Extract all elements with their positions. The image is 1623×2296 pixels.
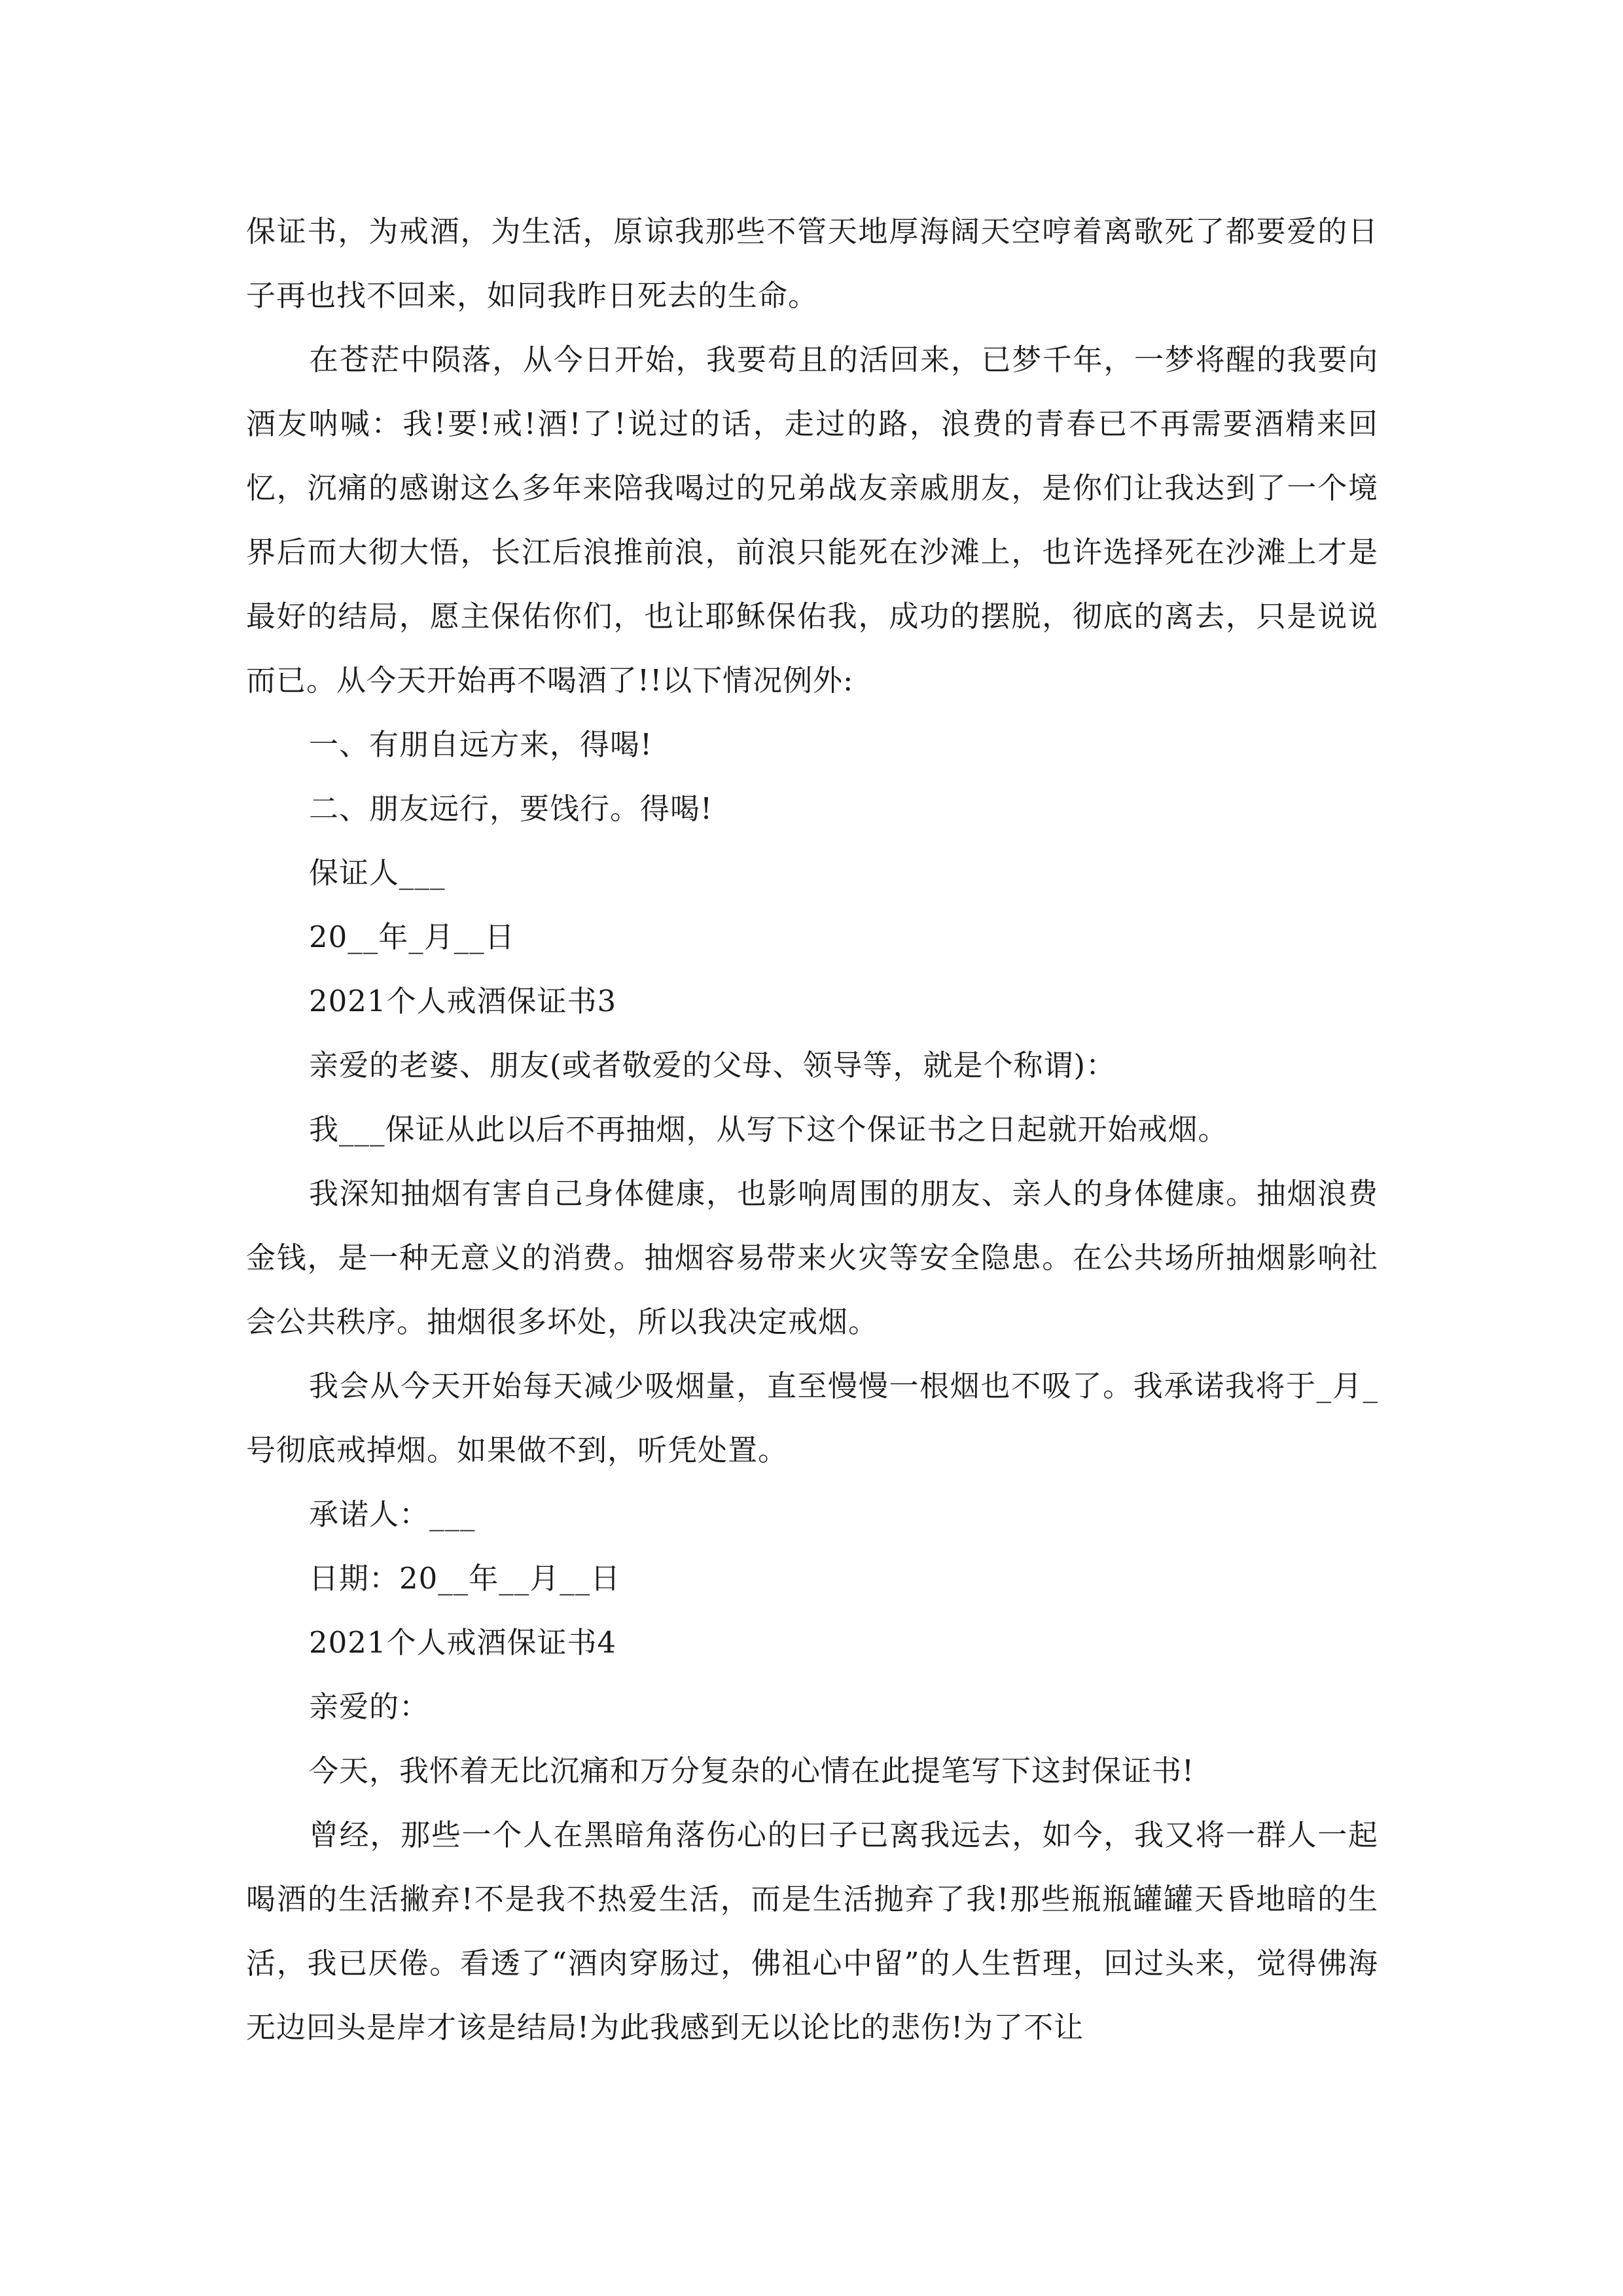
salutation-3: 亲爱的老婆、朋友(或者敬爱的父母、领导等，就是个称谓)：: [309, 1048, 1116, 1083]
paragraph-smoking-harms: 我深知抽烟有害自己身体健康，也影响周围的朋友、亲人的身体健康。抽烟浪费金钱，是一种无意义的消费。抽烟容易带来火灾等安全隐患。在公共场所抽烟影响社会公共秩序。抽烟很多坏处，所以我决定戒烟。: [246, 1176, 1378, 1339]
paragraph-continuation: 保证书，为戒酒，为生活，原谅我那些不管天地厚海阔天空哼着离歌死了都要爱的日子再也找不回来，如同我昨日死去的生命。: [246, 214, 1378, 313]
exception-item-2: 二、朋友远行，要饯行。得喝!: [309, 791, 713, 826]
paragraph-quit-drinking-declaration: 在苍茫中陨落，从今日开始，我要苟且的活回来，已梦千年，一梦将醒的我要向酒友呐喊：我!要!戒!酒!了!说过的话，走过的路，浪费的青春已不再需要酒精来回忆，沉痛的感谢这么多年来陪我喝过的兄弟战友亲戚朋友，是你们让我达到了一个境界后而大彻大悟，长江后浪推前浪，前浪只能死在沙滩上，也许选择死在沙滩上才是最好的结局，愿主保佑你们，也让耶稣保佑我，成功的摆脱，彻底的离去，只是说说而已。从今天开始再不喝酒了!!以下情况例外:: [246, 342, 1378, 698]
salutation-4: 亲爱的：: [309, 1689, 430, 1724]
paragraph-opening: 今天，我怀着无比沉痛和万分复杂的心情在此提笔写下这封保证书!: [309, 1753, 1195, 1788]
date-line-2: 日期：20__年__月__日: [309, 1561, 621, 1596]
promisor-line: 承诺人：___: [309, 1497, 476, 1532]
paragraph-commitment: 我会从今天开始每天减少吸烟量，直至慢慢一根烟也不吸了。我承诺我将于_月_号彻底戒掉烟。如果做不到，听凭处置。: [246, 1369, 1378, 1467]
paragraph-reflection: 曾经，那些一个人在黑暗角落伤心的曰子已离我远去，如今，我又将一群人一起喝酒的生活撇弃!不是我不热爱生活，而是生活抛弃了我!那些瓶瓶罐罐天昏地暗的生活，我已厌倦。看透了“酒肉穿肠过，佛祖心中留”的人生哲理，回过头来，觉得佛海无边回头是岸才该是结局!为此我感到无以论比的悲伤!为了不让: [246, 1818, 1378, 2045]
section-title-4: 2021个人戒酒保证书4: [309, 1625, 617, 1660]
exception-item-1: 一、有朋自远方来，得喝!: [309, 727, 653, 762]
guarantor-line: 保证人___: [309, 855, 446, 890]
document-body: [246, 200, 1378, 2060]
section-title-3: 2021个人戒酒保证书3: [309, 984, 617, 1018]
pledge-statement: 我___保证从此以后不再抽烟，从写下这个保证书之日起就开始戒烟。: [309, 1112, 1228, 1147]
date-line: 20__年_月__日: [309, 920, 515, 954]
